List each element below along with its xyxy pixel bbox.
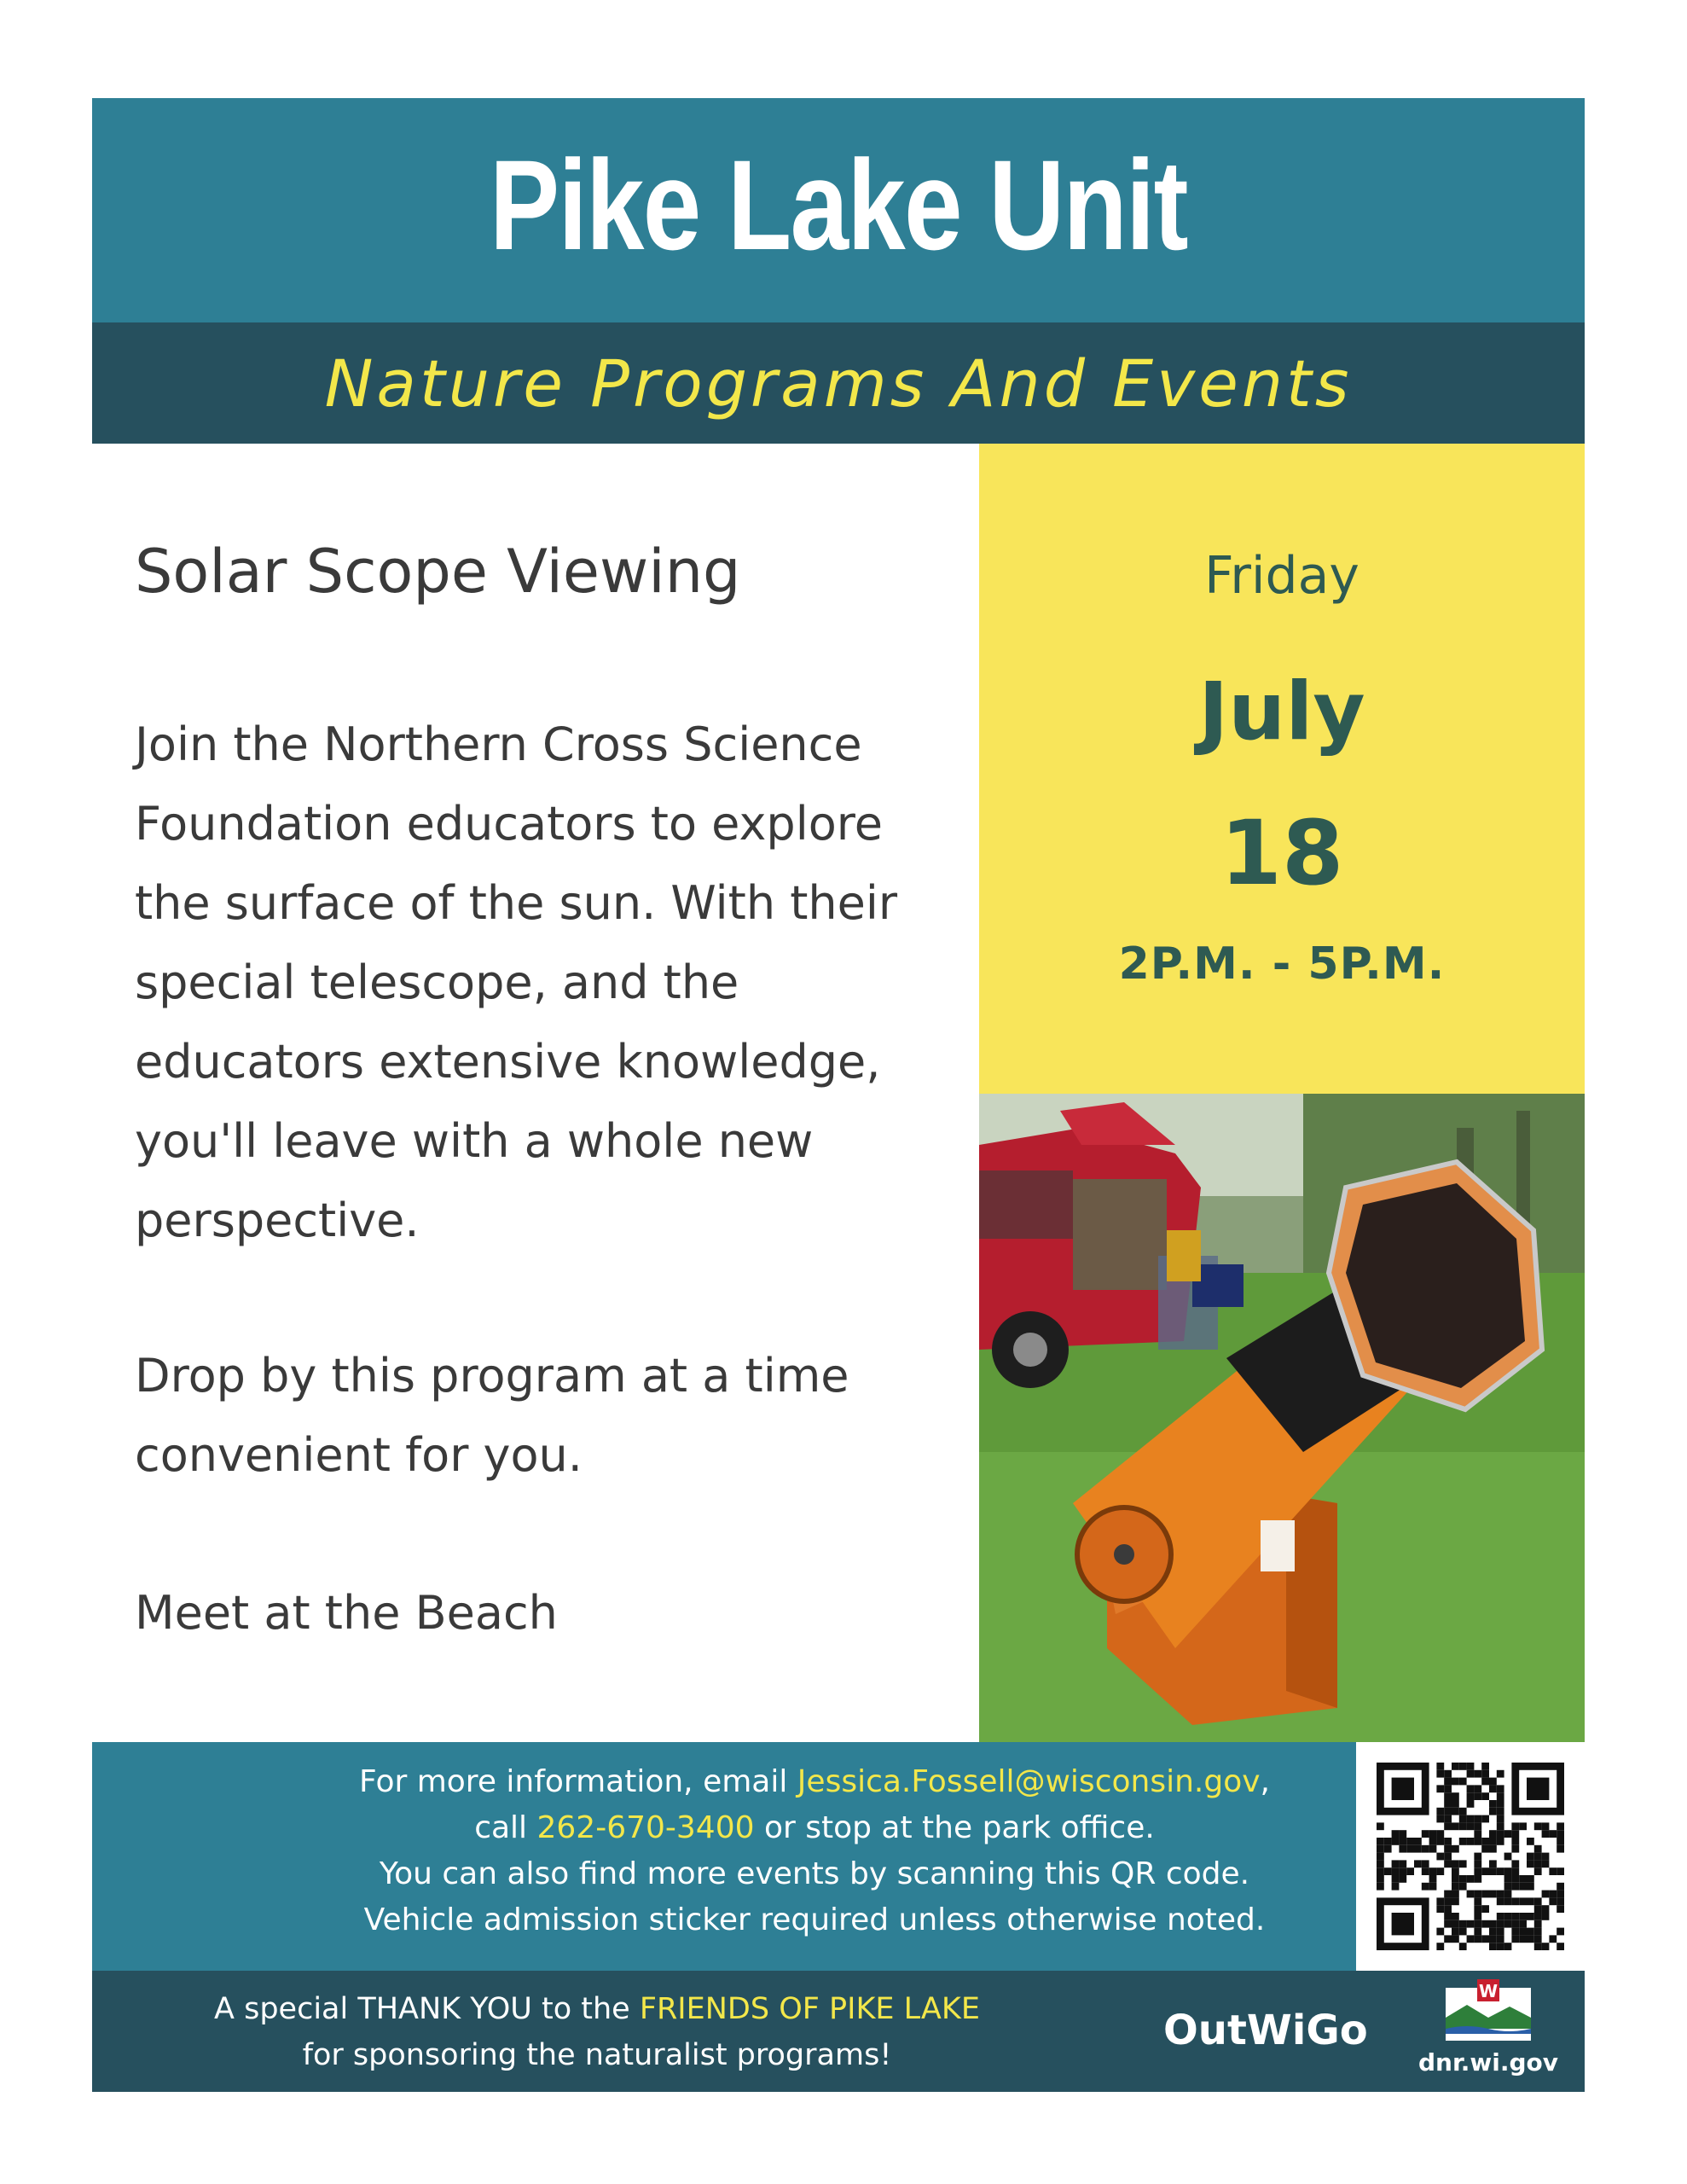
event-date: 18 <box>1220 801 1344 905</box>
event-time: 2P.M. - 5P.M. <box>1118 938 1446 990</box>
sponsor-line: for sponsoring the naturalist programs! <box>302 2038 892 2072</box>
page-title: Pike Lake Unit <box>490 133 1187 276</box>
contact-info <box>290 1759 1339 1943</box>
email-prefix: For more information, email <box>359 1764 797 1799</box>
phone-prefix: call <box>474 1810 537 1845</box>
drop-by-note: Drop by this program at a time convenient for you. <box>135 1349 849 1482</box>
program-title: Solar Scope Viewing <box>135 537 741 607</box>
dnr-logo-icon <box>1441 1979 1535 2048</box>
qr-code[interactable] <box>1356 1742 1585 1971</box>
event-month: July <box>1198 665 1365 758</box>
email-suffix: , <box>1260 1764 1270 1799</box>
svg-text:W: W <box>1478 1981 1499 2001</box>
email-line <box>290 1759 1339 1805</box>
dnr-url[interactable]: dnr.wi.gov <box>1417 2048 1559 2077</box>
email-link[interactable]: Jessica.Fossell@wisconsin.gov <box>797 1764 1261 1799</box>
phone-line <box>290 1805 1339 1851</box>
event-day: Friday <box>1204 546 1359 606</box>
outwigo-logo: OutWiGo <box>1163 2007 1368 2054</box>
page-subtitle: Nature Programs And Events <box>324 346 1353 421</box>
qr-line: You can also find more events by scanning this QR code. <box>379 1856 1250 1891</box>
telescope-photo <box>979 1094 1585 1742</box>
sticker-line: Vehicle admission sticker required unless otherwise noted. <box>363 1902 1266 1937</box>
thanks-line <box>171 1986 1023 2032</box>
program-description: Join the Northern Cross Science Foundation educators to explore the surface of the sun. With their special telescope, and the educators extensive knowledge, you'll leave with a whole new perspective. <box>135 717 898 1247</box>
phone-suffix: or stop at the park office. <box>754 1810 1155 1845</box>
phone-link[interactable]: 262-670-3400 <box>536 1810 755 1845</box>
meeting-location: Meet at the Beach <box>135 1586 558 1640</box>
sponsor-thanks <box>171 1986 1023 2078</box>
thanks-prefix: A special THANK YOU to the <box>214 1992 640 2026</box>
friends-name: FRIENDS OF PIKE LAKE <box>639 1992 980 2026</box>
